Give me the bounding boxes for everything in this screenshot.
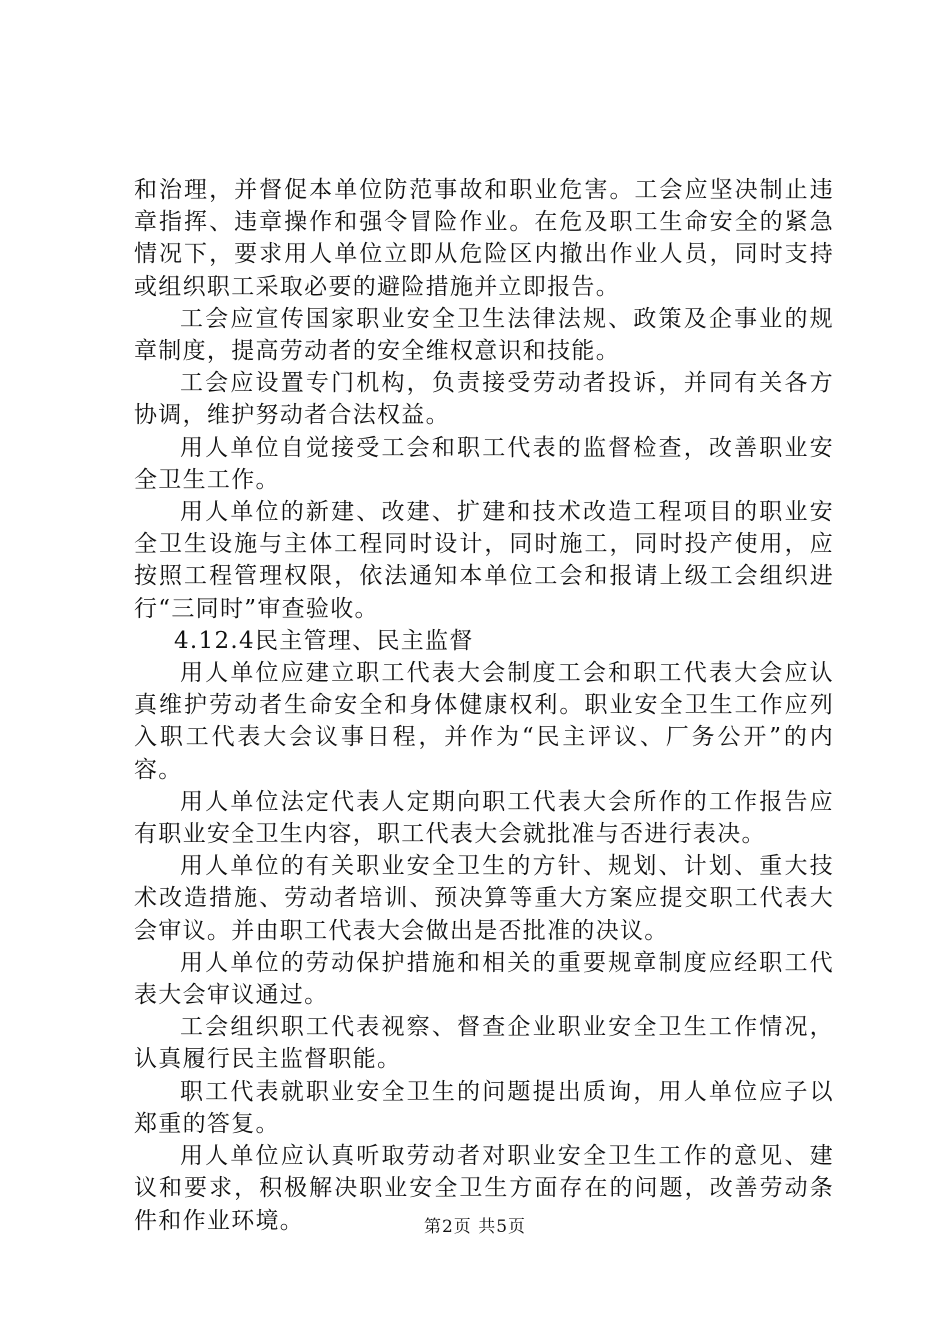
paragraph-union-publicity: 工会应宣传国家职业安全卫生法律法规、政策及企事业的规章制度，提高劳动者的安全维权意识和技能。 (134, 305, 834, 365)
paragraph-continuation: 和治理，并督促本单位防范事故和职业危害。工会应坚决制止违章指挥、违章操作和强令冒险作业。在危及职工生命安全的紧急情况下，要求用人单位立即从危险区内撤出作业人员，同时支持或组织职工采取必要的避险措施并立即报告。 (134, 177, 834, 300)
paragraph-inquiry: 职工代表就职业安全卫生的问题提出质询，用人单位应子以郑重的答复。 (134, 1078, 834, 1137)
paragraph-opinions: 用人单位应认真听取劳动者对职业安全卫生工作的意见、建议和要求，积极解决职业安全卫生方面存在的问题，改善劳动条件和作业环境。 (134, 1143, 834, 1234)
paragraph-union-complaints: 工会应设置专门机构，负责接受劳动者投诉，并同有关各方协调，维护努动者合法权益。 (134, 370, 834, 429)
paragraph-three-simultaneous: 用人单位的新建、改建、扩建和技术改造工程项目的职业安全卫生设施与主体工程同时设计，同时施工，同时投产使用，应按照工程管理权限，依法通知本单位工会和报请上级工会组织进行“三同时”审查验收。 (134, 499, 834, 622)
page-number-footer: 第2页 共5页 (423, 1217, 527, 1237)
paragraph-protection-measures: 用人单位的劳动保护措施和相关的重要规章制度应经职工代表大会审议通过。 (134, 949, 834, 1009)
paragraph-major-plans: 用人单位的有关职业安全卫生的方针、规划、计划、重大技术改造措施、劳动者培训、预决算等重大方案应提交职工代表大会审议。并由职工代表大会做出是否批准的决议。 (134, 853, 834, 944)
section-heading: 4.12.4民主管理、民主监督 (174, 627, 474, 654)
paragraph-congress-system: 用人单位应建立职工代表大会制度工会和职工代表大会应认真维护劳动者生命安全和身体健康权利。职业安全卫生工作应列入职工代表大会议事日程，并作为“民主评议、厂务公开”的内容。 (134, 660, 834, 783)
document-body (134, 174, 834, 1237)
paragraph-inspection: 工会组织职工代表视察、督查企业职业安全卫生工作情况，认真履行民主监督职能。 (134, 1014, 834, 1073)
paragraph-supervision: 用人单位自觉接受工会和职工代表的监督检查，改善职业安全卫生工作。 (134, 434, 834, 493)
paragraph-work-report: 用人单位法定代表人定期向职工代表大会所作的工作报告应有职业安全卫生内容，职工代表大会就批准与否进行表决。 (134, 788, 834, 848)
